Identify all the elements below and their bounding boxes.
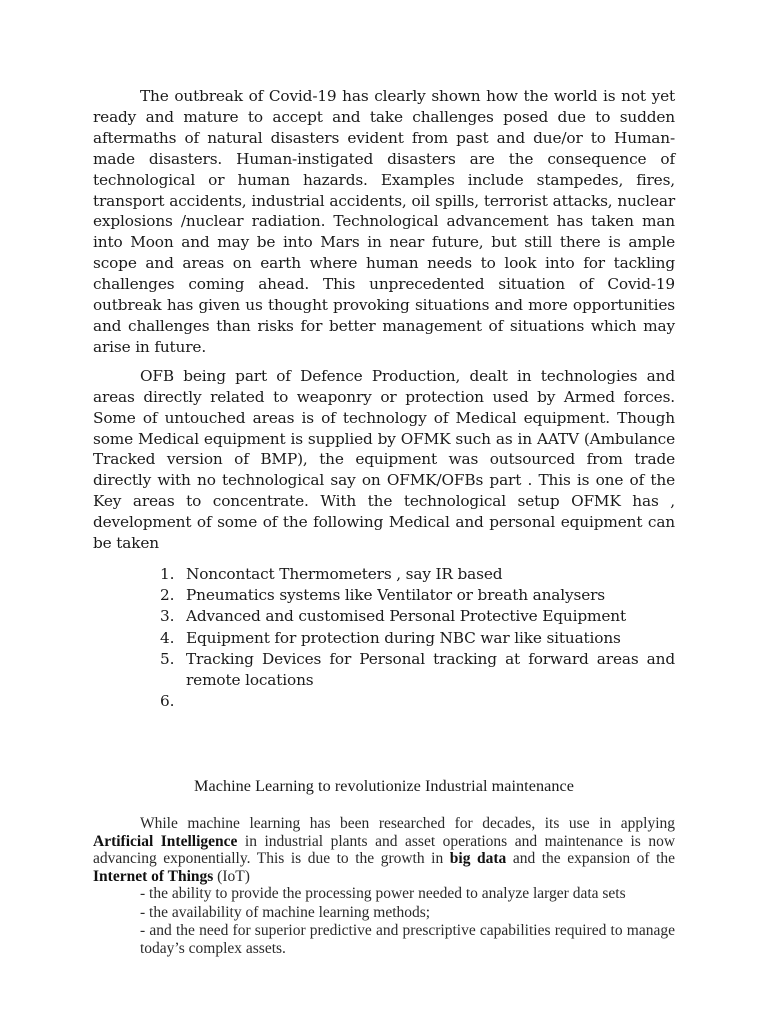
- bullet-line: - and the need for superior predictive and prescriptive capabilities required to manage today’s complex assets.: [140, 921, 675, 958]
- list-item: [93, 606, 675, 627]
- text-run: and the expansion of the: [506, 850, 676, 868]
- text-run: (IoT): [213, 867, 250, 885]
- document-page: [93, 86, 675, 959]
- bold-term-iot: Internet of Things: [93, 867, 214, 885]
- list-item-number: 1.: [160, 564, 175, 583]
- bullet-line: - the availability of machine learning methods;: [140, 903, 431, 921]
- bullet-line: - the ability to provide the processing power needed to analyze larger data sets: [140, 885, 626, 903]
- list-item: [93, 691, 675, 712]
- list-item-text: Tracking Devices for Personal tracking at forward areas and remote locations: [186, 649, 675, 689]
- bold-term-ai: Artificial Intelligence: [93, 832, 238, 850]
- text-run: While machine learning has been researched for decades, its use in applying: [140, 815, 675, 833]
- list-item-text: Noncontact Thermometers , say IR based: [186, 564, 503, 583]
- list-item-number: 5.: [160, 649, 175, 668]
- paragraph-machine-learning: [93, 815, 675, 885]
- paragraph-covid-outbreak: The outbreak of Covid-19 has clearly shown how the world is not yet ready and mature to accept and take challenges posed due to sudden aftermaths of natural disasters evident from past and due/or to Human-made disasters. Human-instigated disasters are the consequence of technological or human hazards. Examples include stampedes, fires, transport accidents, industrial accidents, oil spills, terrorist attacks, nuclear explosions /nuclear radiation. Technological advancement has taken man into Moon and may be into Mars in near future, but still there is ample scope and areas on earth where human needs to look into for tackling challenges coming ahead. This unprecedented situation of Covid-19 outbreak has given us thought provoking situations and more opportunities and challenges than risks for better management of situations which may arise in future.: [93, 87, 675, 356]
- bold-term-big-data: big data: [449, 850, 507, 868]
- list-item-number: 2.: [160, 586, 175, 605]
- list-item: [93, 649, 675, 691]
- list-item-number: 4.: [160, 628, 175, 647]
- equipment-list: [93, 564, 675, 712]
- list-item: [93, 564, 675, 585]
- list-item-text: Advanced and customised Personal Protective Equipment: [186, 607, 626, 626]
- list-item: [93, 628, 675, 649]
- list-item-number: 6.: [160, 692, 175, 711]
- paragraph-ofb-defence: OFB being part of Defence Production, dealt in technologies and areas directly related to weaponry or protection used by Armed forces. Some of untouched areas is of technology of Medical equipment. Though some Medical equipment is supplied by OFMK such as in AATV (Ambulance Tracked version of BMP), the equipment was outsourced from trade directly with no technological say on OFMK/OFBs part . This is one of the Key areas to concentrate. With the technological setup OFMK has , development of some of the following Medical and personal equipment can be taken: [93, 366, 675, 553]
- section-heading: Machine Learning to revolutionize Industrial maintenance: [194, 777, 574, 796]
- text-run: in industrial plants and asset operations and maintenance is now advancing exponentially. This is due to the growth in: [93, 832, 676, 868]
- list-item-text: Equipment for protection during NBC war like situations: [186, 628, 621, 647]
- list-item-text: Pneumatics systems like Ventilator or breath analysers: [186, 586, 605, 605]
- list-item-number: 3.: [160, 607, 175, 626]
- list-item: [93, 585, 675, 606]
